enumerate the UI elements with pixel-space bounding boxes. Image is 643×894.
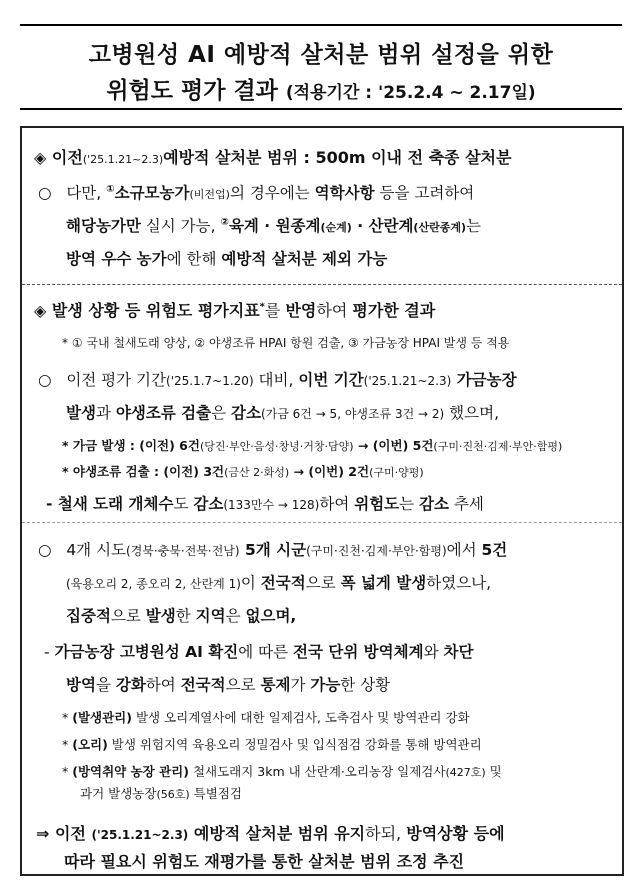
text-segment: * 야생조류 검출 : (이전) 3건 [62,464,225,479]
section2-heading [34,298,622,321]
text-segment: 발생 [145,607,176,625]
text-segment: (순계) [320,221,352,234]
text-segment: 발생 오리계열사에 대한 일제검사, 도축검사 및 방역관리 강화 [131,710,470,725]
text-segment: 가능 [310,676,341,694]
text-segment: 강화 [115,676,146,694]
text-segment: (427호) [445,766,486,779]
text-segment: 지역 [195,607,226,625]
control-line1 [44,640,622,662]
text-segment: 예방적 살처분 제외 가능 [221,250,388,268]
text-segment: 방역상황 등에 [406,824,505,843]
text-segment: 5건 [481,541,508,559]
text-segment: 야생조류 검출 [115,404,212,422]
dash-bullet: - [44,643,55,661]
page-title-line1: 고병원성 AI 예방적 살처분 범위 설정을 위한 [88,42,554,68]
section1-line3 [66,247,622,269]
text-segment: 등을 고려하여 [374,184,475,202]
text-segment: 폭 넓게 발생 [340,574,427,592]
text-segment: 하되, [365,824,407,843]
migratory-bird-line [46,492,622,514]
text-segment: 으로 [305,574,341,592]
text-segment: 방역 [66,676,96,694]
text-segment: 대비, [253,371,299,389]
item1-line1 [38,368,622,390]
text-segment: 통제 [260,676,291,694]
management-note-3-cont [80,784,622,802]
text-segment: 평가한 결과 [352,301,436,320]
title-box [20,24,622,110]
text-segment: (56호) [156,788,190,801]
text-segment: 전국 단위 방역체계 [293,643,424,661]
circle-bullet-icon: ○ [38,541,52,559]
text-segment: 집중적 [66,607,111,625]
circled-number: ① [106,183,115,195]
page-title-line2 [20,72,622,105]
text-segment: (당진·부안·음성·창녕·거창·담양) [199,440,354,453]
text-segment: 하여 [319,495,355,513]
text-segment: → (이번) 2건 [289,464,370,479]
text-segment: 감소 [419,495,450,513]
application-period: (적용기간 : '25.2.4 ~ 2.17일) [285,83,536,103]
text-segment: ('25.1.21~2.3) [91,828,189,842]
footnote-marker: * [259,301,265,313]
text-segment: 을 [95,676,116,694]
text-segment: 차단 [443,643,474,661]
text-segment: 발생 위험지역 육용오리 정밀검사 및 입식점검 강화를 통해 방역관리 [107,737,482,752]
text-segment: 도 [173,495,194,513]
text-segment: 실시 가능, [140,217,221,235]
text-segment: 은 [225,607,246,625]
text-segment: (오리) [72,737,108,752]
text-segment: 발생 [66,404,96,422]
text-segment: (구미·진천·김제·부안·함평) [433,440,563,453]
text-segment: · 산란계 [351,217,414,235]
section1-heading-text: 예방적 살처분 범위 : 500m 이내 전 축종 살처분 [163,148,512,167]
text-segment: (산란종계) [413,221,466,234]
text-segment: 위험도 [354,495,400,513]
text-segment: (육용오리 2, 종오리 2, 산란계 1) [66,577,241,591]
conclusion-line1 [36,821,622,844]
text-segment: 하였으나, [426,574,492,592]
conclusion-line2: 따라 필요시 위험도 재평가를 통한 살처분 범위 조정 추진 [64,852,465,871]
text-segment: 철새 도래 개체수 [57,495,174,513]
control-line2 [66,673,622,695]
text-segment: 철새도래지 3km 내 산란계·오리농장 일제검사 [188,764,446,779]
text-segment: 에 따른 [238,643,293,661]
text-segment: 으로 [110,607,146,625]
text-segment: 육계 · 원종계 [228,217,321,235]
text-segment: 하여 [145,676,181,694]
text-segment: 의 경우에는 [229,184,315,202]
text-segment: (비전업) [189,188,230,201]
text-segment: 이전 [54,824,92,843]
diamond-bullet-icon: ◈ [34,148,47,167]
text-segment: 한 상황 [340,676,391,694]
management-note-2 [62,735,622,753]
text-segment: 는 [399,495,420,513]
text-segment: 과 [95,404,116,422]
section-divider [22,284,622,285]
text-segment: 없으며, [245,607,297,625]
text-segment: 한 [175,607,196,625]
text-segment: * 가금 발생 : (이전) 6건 [62,438,200,453]
circle-bullet-icon: ○ [38,184,52,202]
section1-line1 [38,181,622,203]
text-segment: 추세 [449,495,484,513]
diamond-bullet-icon: ◈ [34,301,47,320]
text-segment: (금산 2·화성) [224,466,290,479]
section1-period: ('25.1.21~2.3) [82,153,164,166]
section1-line2 [66,214,622,236]
text-segment: 과거 발생농장 [80,786,157,801]
text-segment: (가금 6건 → 5, 야생조류 3건 → 2) [260,407,445,421]
text-segment: 가금농장 [451,371,517,389]
text-segment: 전국적 [180,676,226,694]
text-segment: 5개 시군 [239,541,307,559]
text-segment: 는 [465,217,481,235]
text-segment: 감소 [193,495,224,513]
section2-heading-text: 발생 상황 등 위험도 평가지표 [51,301,260,320]
text-segment: 소규모농가 [114,184,190,202]
text-segment: 해당농가만 [66,217,141,235]
text-segment: 및 [485,764,502,779]
text-segment: (구미·진천·김제·부안·함평) [306,544,447,558]
text-segment: 와 [423,643,444,661]
text-segment: 가금농장 고병원성 AI 확진 [54,643,239,661]
item2-line2 [66,571,622,593]
text-segment: 특별점검 [189,786,242,801]
item1-wildbird-note [62,462,622,480]
text-segment: (구미·양평) [369,466,424,479]
text-segment: (경북·충북·전북·전남) [126,544,240,558]
double-arrow-icon: ⇒ [36,824,50,843]
sub-divider [22,522,622,523]
item1-line2 [66,401,622,423]
text-segment: * [62,710,73,725]
text-segment: 를 [264,301,286,320]
section2-criteria-note: * ① 국내 철새도래 양상, ② 야생조류 HPAI 항원 검출, ③ 가금농장 HPAI 발생 등 적용 [62,336,510,350]
text-segment: 했으며, [444,404,500,422]
text-segment: (133만수 → 128) [223,498,320,512]
text-segment: 에서 [446,541,482,559]
item1-poultry-note [62,436,622,454]
management-note-1 [62,708,622,726]
text-segment: 에 한해 [166,250,222,268]
text-segment: 하여 [316,301,353,320]
text-segment: 역학사항 [314,184,375,202]
dash-bullet: - [46,495,58,513]
text-segment: 으로 [225,676,261,694]
text-segment: (방역취약 농장 관리) [72,764,189,779]
text-segment: ('25.1.7~1.20) [166,374,254,388]
text-segment: 은 [211,404,232,422]
text-segment: 가 [290,676,311,694]
circled-number: ② [220,216,229,228]
content-box [20,126,624,876]
text-segment: (발생관리) [72,710,132,725]
text-segment: 이전 평가 기간 [66,371,167,389]
text-segment: 다만, [66,184,107,202]
circle-bullet-icon: ○ [38,371,52,389]
text-segment: 반영 [285,301,317,320]
text-segment: 4개 시도 [66,541,127,559]
text-segment: 방역 우수 농가 [66,250,167,268]
text-segment: 예방적 살처분 범위 유지 [188,824,366,843]
text-segment: * [62,764,73,779]
item2-line3 [66,604,622,626]
text-segment: → (이번) 5건 [353,438,434,453]
text-segment: 전국적 [260,574,306,592]
section1-heading [34,145,622,168]
page-title-main: 위험도 평가 결과 [106,78,278,104]
text-segment: ('25.1.21~2.3) [363,374,452,388]
management-note-3 [62,762,622,780]
item2-line1 [38,538,622,560]
text-segment: 이번 기간 [298,371,364,389]
text-segment: * [62,737,73,752]
text-segment: 이 [240,574,261,592]
text-segment: 감소 [231,404,261,422]
section1-heading-prefix: 이전 [51,148,83,167]
